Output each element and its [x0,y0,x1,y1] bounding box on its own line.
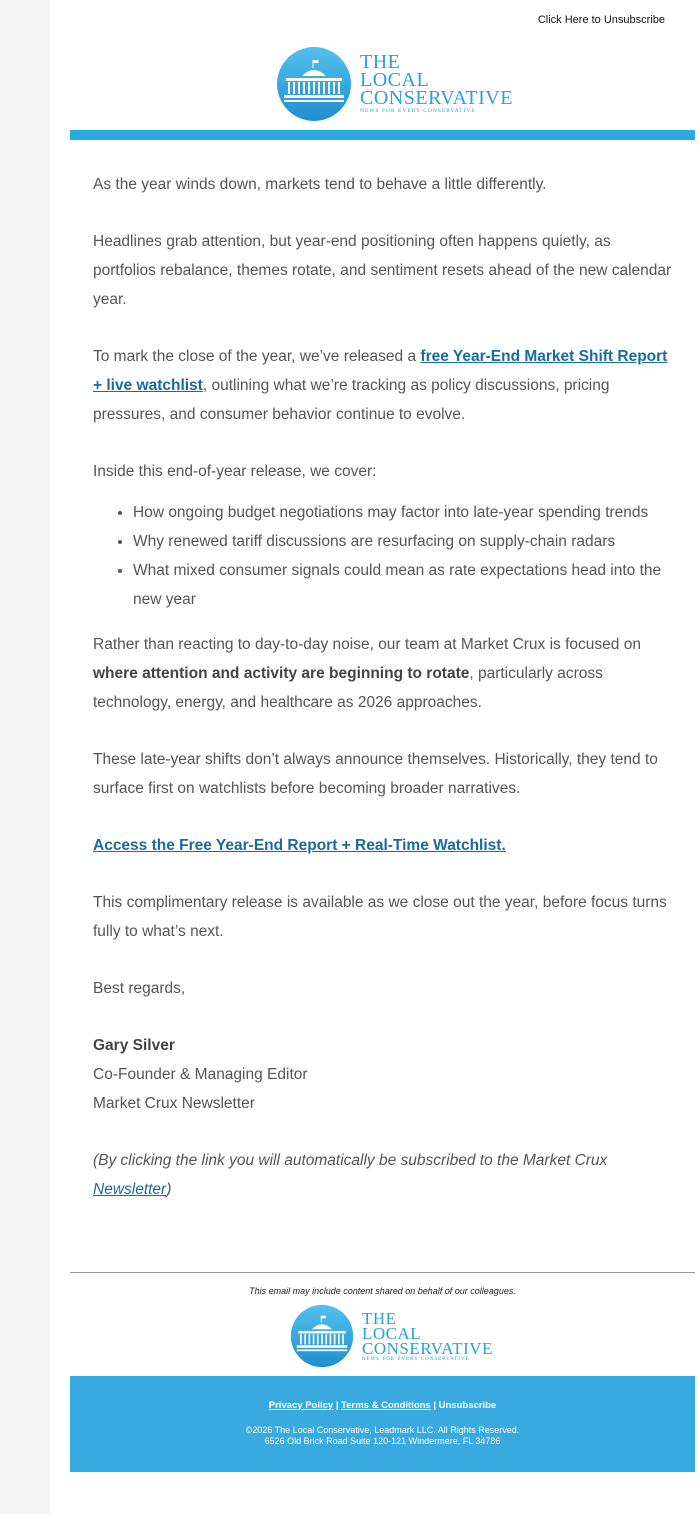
paragraph-focus: Rather than reacting to day-to-day noise, our team at Market Crux is focused on where attention and activity are beginning to rotate, particularly across technology, energy, and healthcare as 2026 approaches. [93,636,641,711]
signer-name: Gary Silver [93,1037,175,1054]
signer-title: Co-Founder & Managing Editor [93,1066,308,1083]
paragraph-shifts: These late-year shifts don’t always announce themselves. Historically, they tend to surface first on watchlists before becoming broader narratives. [93,751,658,797]
unsubscribe-link-footer[interactable]: Unsubscribe [438,1400,497,1411]
white-house-icon [290,1304,354,1368]
logo-top [276,46,513,122]
logo-wordmark: THE LOCAL CONSERVATIVE NEWS FOR EVERY CONSERVATIVE [360,51,513,115]
list-item: • What mixed consumer signals could mean as rate expectations head into the new year [133,556,673,614]
email-container [50,0,700,1514]
subscribe-disclaimer: (By clicking the link you will automatically be subscribed to the Market Crux Newsletter) [93,1152,608,1198]
terms-link[interactable]: Terms & Conditions [341,1400,431,1411]
bullet-list [93,498,673,614]
signer-org: Market Crux Newsletter [93,1095,255,1112]
unsubscribe-link-top[interactable]: Click Here to Unsubscribe [537,14,665,26]
footer-note: This email may include content shared on behalf of our colleagues. [249,1286,516,1296]
logo-wordmark: THE LOCAL CONSERVATIVE NEWS FOR EVERY CONSERVATIVE [362,1308,493,1362]
paragraph-inside: Inside this end-of-year release, we cover: [93,463,377,480]
email-body [93,170,673,1232]
list-item: • Why renewed tariff discussions are resurfacing on supply-chain radars [133,527,673,556]
paragraph-headlines: Headlines grab attention, but year-end positioning often happens quietly, as portfolios rebalance, themes rotate, and sentiment resets ahead of the new calendar year. [93,233,672,308]
footer-divider [70,1272,695,1273]
report-link[interactable]: free Year-End Market Shift Report + live watchlist [93,348,668,394]
paragraph-intro: As the year winds down, markets tend to behave a little differently. [93,176,547,193]
logo-bottom [290,1304,493,1368]
newsletter-link[interactable]: Newsletter [93,1181,167,1198]
footer-copyright: ©2026 The Local Conservative, Leadmark LLC. All Rights Reserved. 6526 Old Brick Road Suite 120-121 Windermere, FL 34786 [245,1425,520,1446]
cta-link[interactable]: Access the Free Year-End Report + Real-Time Watchlist. [93,837,506,854]
footer-bar [70,1376,695,1472]
white-house-icon [276,46,352,122]
header-accent-bar [70,130,695,140]
footer-links: Privacy Policy | Terms & Conditions | Unsubscribe [268,1400,497,1411]
paragraph-report: To mark the close of the year, we’ve released a free Year-End Market Shift Report + live watchlist, outlining what we’re tracking as policy discussions, pricing pressures, and consumer behavior continue to evolve. [93,348,668,423]
privacy-policy-link[interactable]: Privacy Policy [268,1400,334,1411]
list-item: • How ongoing budget negotiations may factor into late-year spending trends [133,498,673,527]
signature [93,1031,673,1118]
closing: Best regards, [93,980,186,997]
cta-paragraph [93,831,673,860]
paragraph-complimentary: This complimentary release is available as we close out the year, before focus turns fully to what’s next. [93,894,667,940]
